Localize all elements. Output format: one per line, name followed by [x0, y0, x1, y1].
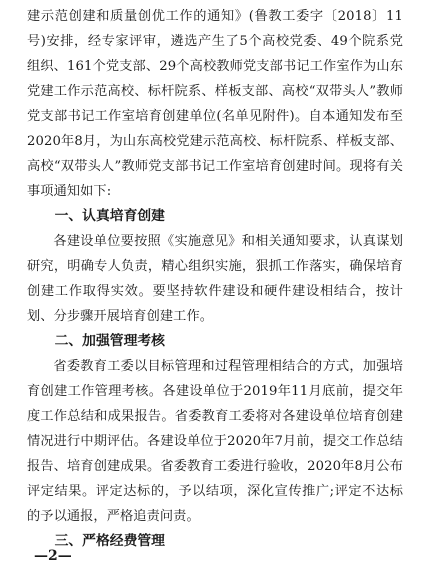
section-body-1: 各建设单位要按照《实施意见》和相关通知要求，认真谋划研究，明确专人负责，精心组织实施，狠抓工作落实，确保培育创建工作取得实效。要坚持软件建设和硬件建设相结合，按计划、分步骤开展培育创建工作。 [27, 234, 403, 324]
section-heading-2: 二、加强管理考核 [54, 333, 165, 349]
document-page [27, 4, 403, 554]
section-heading-3: 三、严格经费管理 [54, 533, 165, 549]
section-body-2: 省委教育工委以目标管理和过程管理相结合的方式，加强培育创建工作管理考核。各建设单位于2019年11月底前，提交年度工作总结和成果报告。省委教育工委将对各建设单位培育创建情况进行中期评估。各建设单位于2020年7月前，提交工作总结报告、培育创建成果。省委教育工委进行验收，2020年8月公布评定结果。评定达标的，予以结项，深化宣传推广;评定不达标的予以通报，严格追责问责。 [27, 359, 403, 524]
page-number: —2— [34, 548, 72, 564]
section-heading-1: 一、认真培育创建 [54, 208, 165, 224]
intro-paragraph: 建示范创建和质量创优工作的通知》(鲁教工委字〔2018〕11号)安排，经专家评审，遴选产生了5个高校党委、49个院系党组织、161个党支部、29个高校教师党支部书记工作室作为山东党建工作示范高校、标杆院系、样板支部、高校“双带头人”教师党支部书记工作室培育创建单位(名单见附件)。自本通知发布至2020年8月，为山东高校党建示范高校、标杆院系、样板支部、高校“双带头人”教师党支部书记工作室培育创建时间。现将有关事项通知如下: [27, 9, 403, 199]
